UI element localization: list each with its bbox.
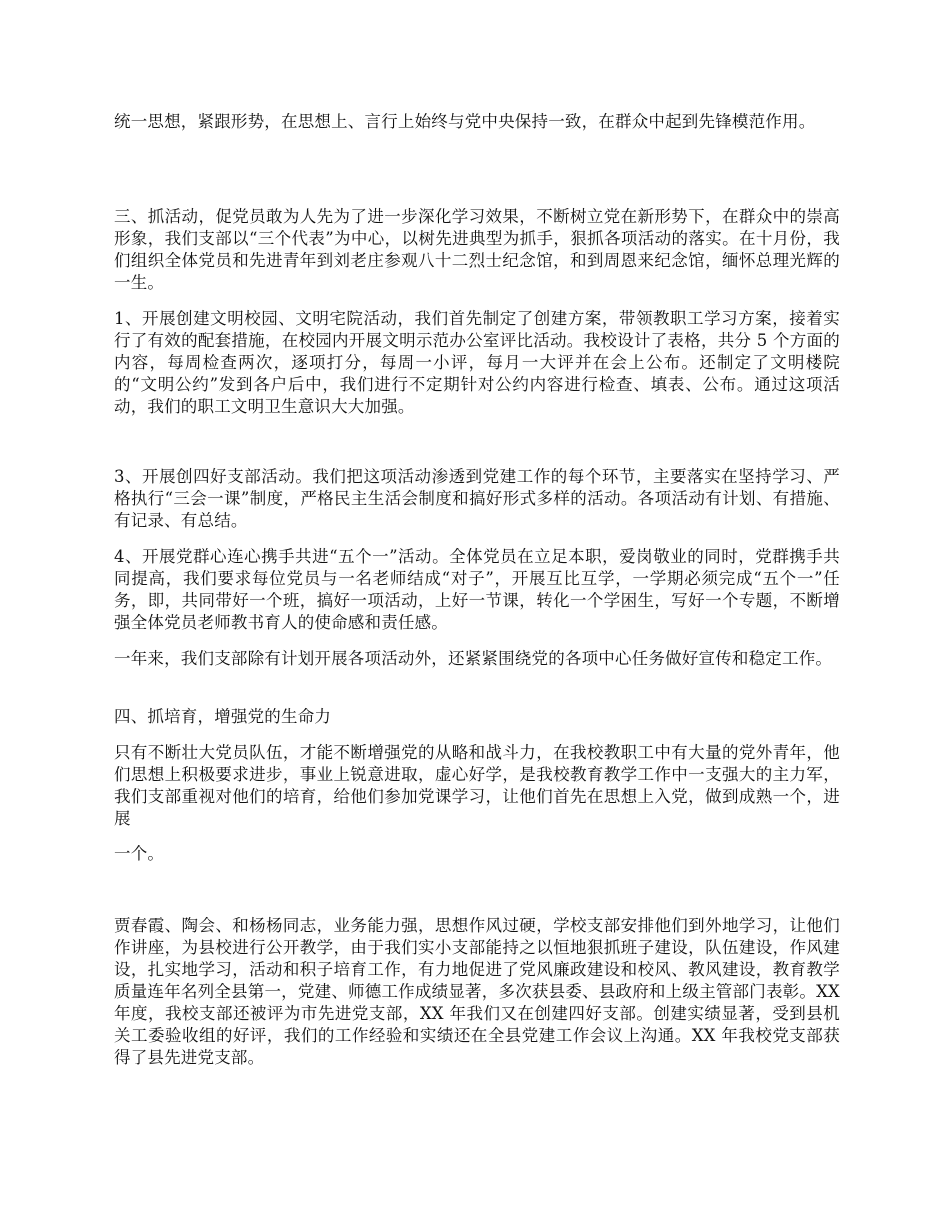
paragraph-9: 一个。 xyxy=(114,844,165,863)
paragraph-3: 1、开展创建文明校园、文明宅院活动，我们首先制定了创建方案，带领教职工学习方案，接着实行了有效的配套措施，在校园内开展文明示范办公室评比活动。我校设计了表格，共分 5 个方面的内容，每周检查两次，逐项打分，每周一小评，每月一大评并在会上公布。还制定了文明楼院的“文明公约”发到各户后中，我们进行不定期针对公约内容进行检查、填表、公布。通过这项活动，我们的职工文明卫生意识大大加强。 xyxy=(114,309,840,416)
paragraph-2: 三、抓活动，促党员敢为人先为了进一步深化学习效果，不断树立党在新形势下，在群众中的崇高形象，我们支部以“三个代表”为中心，以树先进典型为抓手，狠抓各项活动的落实。在十月份，我们组织全体党员和先进青年到刘老庄参观八十二烈士纪念馆，和到周恩来纪念馆，缅怀总理光辉的一生。 xyxy=(114,207,840,292)
paragraph-10: 贾春霞、陶会、和杨杨同志，业务能力强，思想作风过硬，学校支部安排他们到外地学习，让他们作讲座，为县校进行公开教学，由于我们实小支部能持之以恒地狠抓班子建设，队伍建设，作风建设，扎实地学习，活动和积子培育工作，有力地促进了党风廉政建设和校风、教风建设，教育教学质量连年名列全县第一，党建、师德工作成绩显著，多次获县委、县政府和上级主管部门表彰。XX 年度，我校支部还被评为市先进党支部，XX 年我们又在创建四好支部。创建实绩显著，受到县机关工委验收组的好评，我们的工作经验和实绩还在全县党建工作会议上沟通。XX 年我校党支部获得了县先进党支部。 xyxy=(114,916,840,1067)
paragraph-5: 4、开展党群心连心携手共进“五个一”活动。全体党员在立足本职，爱岗敬业的同时，党群携手共同提高，我们要求每位党员与一名老师结成“对子”，开展互比互学，一学期必须完成“五个一”任务，即，共同带好一个班，搞好一项活动，上好一节课，转化一个学困生，写好一个专题，不断增强全体党员老师教书育人的使命感和责任感。 xyxy=(114,547,840,632)
paragraph-6: 一年来，我们支部除有计划开展各项活动外，还紧紧围绕党的各项中心任务做好宣传和稳定工作。 xyxy=(114,649,833,668)
paragraph-1: 统一思想，紧跟形势，在思想上、言行上始终与党中央保持一致，在群众中起到先锋模范作用。 xyxy=(114,112,816,131)
paragraph-4: 3、开展创四好支部活动。我们把这项活动渗透到党建工作的每个环节，主要落实在坚持学习、严格执行“三会一课”制度，严格民主生活会制度和搞好形式多样的活动。各项活动有计划、有措施、有记录、有总结。 xyxy=(114,467,840,530)
section-heading: 四、抓培育，增强党的生命力 xyxy=(114,707,332,726)
paragraph-8: 只有不断壮大党员队伍，才能不断增强党的从略和战斗力，在我校教职工中有大量的党外青年，他们思想上积极要求进步，事业上锐意进取，虚心好学，是我校教育教学工作中一支强大的主力军，我们支部重视对他们的培育，给他们参加党课学习，让他们首先在思想上入党，做到成熟一个，进展 xyxy=(114,743,840,828)
